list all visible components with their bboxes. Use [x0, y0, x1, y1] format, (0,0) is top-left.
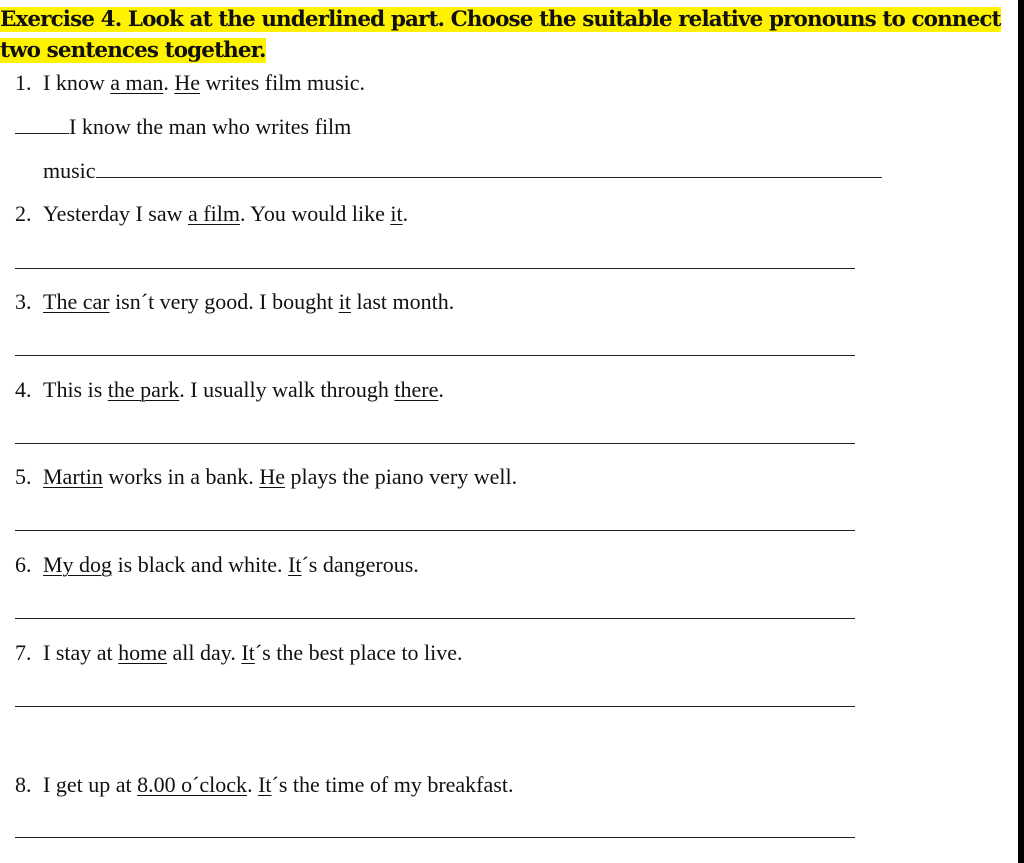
right-edge-bar — [1018, 0, 1024, 863]
sentence-segment: writes film music. — [200, 70, 366, 95]
sentence-segment: I stay at — [43, 640, 119, 665]
sentence-segment: is black and white. — [112, 552, 289, 577]
sentence-segment: . You would like — [239, 201, 391, 226]
example-answer-line-2 — [43, 158, 882, 184]
exercise-item-2 — [15, 201, 408, 227]
exercise-title-text: Exercise 4. Look at the underlined part. Choose the suitable relative pronouns to connect two sentences together. — [0, 7, 1001, 63]
underlined-part: It — [288, 552, 302, 577]
sentence-text — [43, 377, 444, 402]
item-number: 1. — [15, 70, 32, 95]
underlined-part: The car — [43, 289, 110, 314]
sentence-text — [43, 464, 517, 489]
sentence-segment: ´s dangerous. — [301, 552, 419, 577]
answer-line[interactable] — [15, 268, 855, 269]
sentence-segment: ´s the time of my breakfast. — [271, 772, 514, 797]
sentence-segment: . I usually walk through — [179, 377, 395, 402]
exercise-item-3 — [15, 289, 454, 315]
sentence-text — [43, 70, 365, 95]
item-number: 6. — [15, 552, 32, 577]
sentence-segment: . — [163, 70, 175, 95]
underlined-part: there — [394, 377, 439, 402]
exercise-item-4 — [15, 377, 444, 403]
exercise-item-1 — [15, 70, 365, 96]
exercise-item-5 — [15, 464, 517, 490]
answer-line[interactable] — [15, 530, 855, 531]
answer-line[interactable] — [15, 355, 855, 356]
underlined-part: home — [118, 640, 168, 665]
sentence-segment: . — [438, 377, 444, 402]
underlined-part: It — [258, 772, 272, 797]
sentence-segment: I know — [43, 70, 111, 95]
underlined-part: It — [241, 640, 255, 665]
underlined-part: it — [338, 289, 351, 314]
sentence-segment: last month. — [350, 289, 455, 314]
sentence-segment: works in a bank. — [102, 464, 260, 489]
sentence-segment: I get up at — [43, 772, 138, 797]
item-number: 2. — [15, 201, 32, 226]
item-number: 8. — [15, 772, 32, 797]
underlined-part: the park — [107, 377, 180, 402]
underlined-part: it — [390, 201, 403, 226]
sentence-segment: This is — [43, 377, 108, 402]
sentence-segment: . — [402, 201, 409, 226]
sentence-text — [43, 201, 408, 226]
underlined-part: My dog — [43, 552, 113, 577]
sentence-text — [43, 772, 513, 797]
example-answer-line-1 — [15, 114, 351, 140]
answer-blank-start[interactable] — [15, 115, 69, 134]
underlined-part: 8.00 o´clock — [137, 772, 248, 797]
exercise-item-8 — [15, 772, 513, 798]
sentence-text — [43, 640, 463, 665]
underlined-part: a film — [188, 201, 240, 226]
item-number: 3. — [15, 289, 32, 314]
sentence-text — [43, 289, 454, 314]
underlined-part: He — [174, 70, 201, 95]
underlined-part: a man — [110, 70, 164, 95]
sentence-segment: Yesterday I saw — [43, 201, 189, 226]
item-number: 5. — [15, 464, 32, 489]
sentence-segment: ´s the best place to live. — [254, 640, 463, 665]
answer-line[interactable] — [15, 443, 855, 444]
example-answer-text: I know the man who writes film — [69, 114, 352, 139]
sentence-segment: . — [247, 772, 259, 797]
answer-blank-end[interactable] — [96, 159, 882, 178]
exercise-item-6 — [15, 552, 419, 578]
underlined-part: Martin — [43, 464, 103, 489]
underlined-part: He — [259, 464, 285, 489]
answer-line[interactable] — [15, 618, 855, 619]
sentence-segment: isn´t very good. I bought — [109, 289, 339, 314]
example-answer-continuation: music — [43, 158, 96, 183]
answer-line[interactable] — [15, 706, 855, 707]
item-number: 7. — [15, 640, 32, 665]
sentence-segment: all day. — [167, 640, 242, 665]
item-number: 4. — [15, 377, 32, 402]
answer-line[interactable] — [15, 837, 855, 838]
exercise-item-7 — [15, 640, 463, 666]
sentence-segment: plays the piano very well. — [284, 464, 518, 489]
sentence-text — [43, 552, 419, 577]
